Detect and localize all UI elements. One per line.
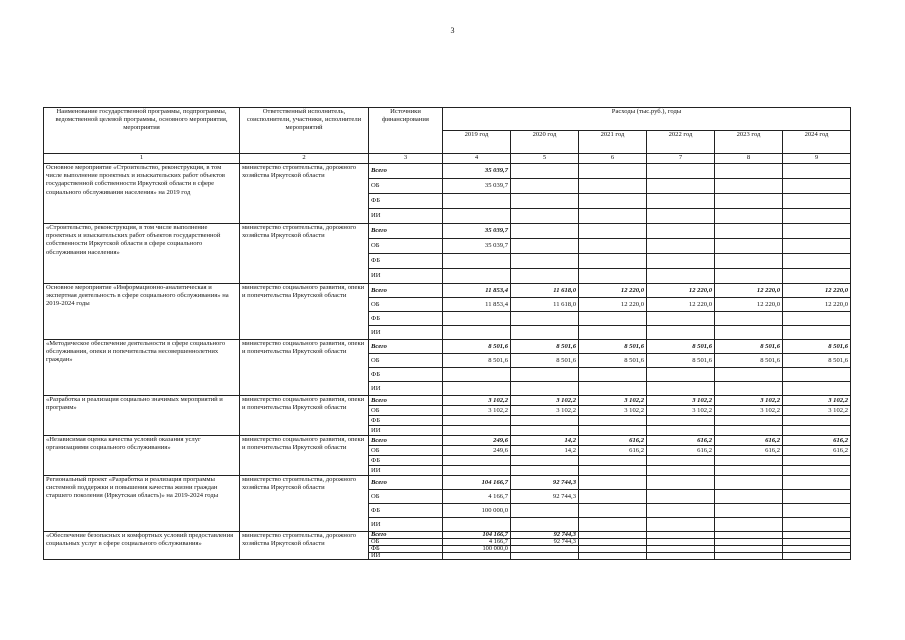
expense-value [647, 224, 715, 239]
expense-value: 92 744,3 [511, 532, 579, 539]
expense-value: 92 744,3 [511, 539, 579, 546]
expense-value: 11 853,4 [443, 284, 511, 298]
expense-value: 100 000,0 [443, 504, 511, 518]
table-row [44, 224, 851, 239]
expense-value: 8 501,6 [783, 340, 851, 354]
expense-value [579, 269, 647, 284]
activity-name: «Независимая оценка качества условий оказания услуг организациями социального обслуживания» [44, 436, 240, 476]
header-year: 2019 год [443, 131, 511, 154]
expense-value: 249,6 [443, 446, 511, 456]
expense-value [715, 518, 783, 532]
expense-value [715, 504, 783, 518]
expense-value [783, 164, 851, 179]
funding-source: ОБ [369, 406, 443, 416]
column-number: 7 [647, 154, 715, 164]
funding-source: Всего [369, 164, 443, 179]
table-row [44, 476, 851, 490]
expense-value: 3 102,2 [647, 396, 715, 406]
funding-source: Всего [369, 340, 443, 354]
expense-value [715, 312, 783, 326]
expense-value [579, 466, 647, 476]
expense-value [647, 466, 715, 476]
expense-value [511, 553, 579, 560]
expense-value [511, 239, 579, 254]
expense-value: 12 220,0 [647, 298, 715, 312]
funding-source: Всего [369, 284, 443, 298]
expense-value: 11 618,0 [511, 298, 579, 312]
expense-value [579, 518, 647, 532]
expense-value [715, 532, 783, 539]
column-number: 5 [511, 154, 579, 164]
expense-value [579, 326, 647, 340]
expense-value [511, 164, 579, 179]
expense-value [715, 382, 783, 396]
expense-value [647, 426, 715, 436]
expense-value [579, 539, 647, 546]
expense-value: 8 501,6 [715, 340, 783, 354]
expense-value: 11 853,4 [443, 298, 511, 312]
expense-value [783, 254, 851, 269]
expense-value: 11 618,0 [511, 284, 579, 298]
expense-value: 8 501,6 [511, 354, 579, 368]
funding-source: ФБ [369, 416, 443, 426]
expense-value [443, 466, 511, 476]
table-row [44, 532, 851, 539]
expense-value: 3 102,2 [647, 406, 715, 416]
expense-value [511, 312, 579, 326]
expense-value [715, 539, 783, 546]
expense-value [715, 426, 783, 436]
header-year: 2021 год [579, 131, 647, 154]
expense-value [647, 546, 715, 553]
expense-value: 3 102,2 [443, 396, 511, 406]
expense-value: 35 039,7 [443, 164, 511, 179]
expense-value [715, 194, 783, 209]
expense-value: 8 501,6 [783, 354, 851, 368]
expense-value [579, 532, 647, 539]
expense-value [647, 254, 715, 269]
expense-value [715, 326, 783, 340]
expense-value [783, 518, 851, 532]
expense-value: 4 166,7 [443, 539, 511, 546]
expenses-table [43, 107, 851, 560]
expense-value: 616,2 [579, 446, 647, 456]
expense-value: 104 166,7 [443, 476, 511, 490]
expense-value [715, 254, 783, 269]
expense-value [443, 368, 511, 382]
expense-value [647, 179, 715, 194]
expense-value [783, 179, 851, 194]
expense-value [647, 416, 715, 426]
funding-source: Всего [369, 476, 443, 490]
expense-value [511, 209, 579, 224]
responsible-executor: министерство строительства, дорожного хозяйства Иркутской области [240, 164, 369, 224]
funding-source: ОБ [369, 239, 443, 254]
expense-value: 3 102,2 [511, 406, 579, 416]
expense-value [579, 368, 647, 382]
expense-value [715, 456, 783, 466]
expense-value [511, 426, 579, 436]
expense-value: 8 501,6 [647, 340, 715, 354]
header-expenses: Расходы (тыс.руб.), годы [443, 108, 851, 131]
expense-value [579, 426, 647, 436]
expense-value [715, 466, 783, 476]
expense-value: 616,2 [715, 436, 783, 446]
funding-source: ИИ [369, 209, 443, 224]
expense-value [511, 269, 579, 284]
funding-source: ИИ [369, 426, 443, 436]
expense-value [579, 382, 647, 396]
expense-value [647, 382, 715, 396]
expense-value [783, 209, 851, 224]
expense-value [511, 416, 579, 426]
expense-value [443, 456, 511, 466]
expense-value [443, 382, 511, 396]
expense-value [443, 209, 511, 224]
responsible-executor: министерство социального развития, опеки и попечительства Иркутской области [240, 436, 369, 476]
expense-value [579, 254, 647, 269]
expense-value [783, 269, 851, 284]
expense-value [647, 239, 715, 254]
expense-value [443, 194, 511, 209]
expense-value: 12 220,0 [783, 298, 851, 312]
funding-source: ИИ [369, 382, 443, 396]
funding-source: ФБ [369, 368, 443, 382]
expense-value: 35 039,7 [443, 239, 511, 254]
expense-value: 3 102,2 [443, 406, 511, 416]
expense-value: 3 102,2 [579, 406, 647, 416]
page-number: 3 [450, 26, 455, 35]
funding-source: ФБ [369, 504, 443, 518]
expense-value [579, 504, 647, 518]
activity-name: Региональный проект «Разработка и реализация программы системной поддержки и повышения качества жизни граждан старшего поколения (Иркутская область)» на 2019-2024 годы [44, 476, 240, 532]
expense-value: 3 102,2 [783, 406, 851, 416]
expense-value [783, 426, 851, 436]
expense-value: 616,2 [783, 436, 851, 446]
funding-source: ФБ [369, 194, 443, 209]
expense-value: 12 220,0 [783, 284, 851, 298]
table-body [44, 164, 851, 560]
activity-name: «Разработка и реализация социально значимых мероприятий и программ» [44, 396, 240, 436]
expense-value: 8 501,6 [443, 340, 511, 354]
expense-value [579, 476, 647, 490]
expense-value [715, 239, 783, 254]
expense-value [443, 553, 511, 560]
column-numbers-row [44, 154, 851, 164]
expense-value: 8 501,6 [511, 340, 579, 354]
expense-value: 104 166,7 [443, 532, 511, 539]
expense-value: 14,2 [511, 436, 579, 446]
expense-value [647, 490, 715, 504]
expense-value: 12 220,0 [579, 298, 647, 312]
column-number: 2 [240, 154, 369, 164]
expense-value: 8 501,6 [647, 354, 715, 368]
expense-value [783, 194, 851, 209]
header-row-1 [44, 108, 851, 131]
expense-value [783, 312, 851, 326]
expense-value [783, 490, 851, 504]
expense-value: 616,2 [647, 436, 715, 446]
table-row [44, 340, 851, 354]
expense-value: 616,2 [647, 446, 715, 456]
funding-source: ИИ [369, 553, 443, 560]
expense-value [647, 518, 715, 532]
expense-value [647, 194, 715, 209]
expense-value: 12 220,0 [715, 298, 783, 312]
expense-value: 35 039,7 [443, 224, 511, 239]
expense-value [783, 416, 851, 426]
expense-value: 616,2 [783, 446, 851, 456]
column-number: 3 [369, 154, 443, 164]
expense-value [783, 476, 851, 490]
expense-value [783, 368, 851, 382]
funding-source: Всего [369, 224, 443, 239]
funding-source: ИИ [369, 326, 443, 340]
expense-value [647, 269, 715, 284]
expense-value [647, 368, 715, 382]
header-resp-col: Ответственный исполнитель, соисполнители, участники, исполнители мероприятий [240, 108, 369, 154]
table-row [44, 436, 851, 446]
header-source-col: Источники финансирования [369, 108, 443, 154]
expense-value [715, 368, 783, 382]
expense-value [715, 209, 783, 224]
expense-value: 92 744,3 [511, 490, 579, 504]
funding-source: ИИ [369, 269, 443, 284]
expense-value [443, 312, 511, 326]
expense-value [511, 382, 579, 396]
expense-value [511, 518, 579, 532]
funding-source: ОБ [369, 179, 443, 194]
expense-value [783, 539, 851, 546]
expense-value: 3 102,2 [715, 396, 783, 406]
expense-value [715, 224, 783, 239]
table-row [44, 284, 851, 298]
expense-value [579, 490, 647, 504]
header-year: 2022 год [647, 131, 715, 154]
expense-value: 100 000,0 [443, 546, 511, 553]
expense-value [443, 426, 511, 436]
expense-value [579, 456, 647, 466]
funding-source: ФБ [369, 254, 443, 269]
column-number: 6 [579, 154, 647, 164]
header-name-col: Наименование государственной программы, подпрограммы, ведомственной целевой программы, основного мероприятия, мероприятия [44, 108, 240, 154]
funding-source: Всего [369, 436, 443, 446]
activity-name: «Строительство, реконструкция, в том числе выполнение проектных и изыскательских работ объектов государственной собственности Иркутской области в сфере социального обслуживания населения» [44, 224, 240, 284]
expense-value [443, 326, 511, 340]
expense-value [579, 312, 647, 326]
expense-value [715, 553, 783, 560]
column-number: 8 [715, 154, 783, 164]
funding-source: Всего [369, 396, 443, 406]
expense-value: 92 744,3 [511, 476, 579, 490]
column-number: 9 [783, 154, 851, 164]
funding-source: ИИ [369, 466, 443, 476]
responsible-executor: министерство строительства, дорожного хозяйства Иркутской области [240, 532, 369, 560]
expense-value [647, 553, 715, 560]
column-number: 1 [44, 154, 240, 164]
expense-value: 8 501,6 [579, 354, 647, 368]
expense-value: 35 039,7 [443, 179, 511, 194]
expense-value: 8 501,6 [443, 354, 511, 368]
funding-source: ФБ [369, 546, 443, 553]
expense-value [579, 179, 647, 194]
expense-value [715, 490, 783, 504]
expense-value: 249,6 [443, 436, 511, 446]
funding-source: ИИ [369, 518, 443, 532]
expense-value: 12 220,0 [715, 284, 783, 298]
activity-name: Основное мероприятие «Строительство, реконструкция, в том числе выполнение проектных и изыскательских работ объектов государственной собственности Иркутской области в сфере социального обслуживания населения» на 2019 год [44, 164, 240, 224]
expense-value [443, 254, 511, 269]
expense-value: 8 501,6 [579, 340, 647, 354]
responsible-executor: министерство социального развития, опеки и попечительства Иркутской области [240, 284, 369, 340]
responsible-executor: министерство социального развития, опеки и попечительства Иркутской области [240, 340, 369, 396]
column-number: 4 [443, 154, 511, 164]
expense-value [579, 224, 647, 239]
table-row [44, 164, 851, 179]
activity-name: «Методическое обеспечение деятельности в сфере социального обслуживания, опеки и попечительства несовершеннолетних граждан» [44, 340, 240, 396]
expense-value [511, 194, 579, 209]
expense-value [715, 416, 783, 426]
responsible-executor: министерство строительства, дорожного хозяйства Иркутской области [240, 224, 369, 284]
expense-value [647, 164, 715, 179]
expense-value [511, 326, 579, 340]
expense-value [647, 476, 715, 490]
expense-value [511, 368, 579, 382]
funding-source: Всего [369, 532, 443, 539]
funding-source: ОБ [369, 354, 443, 368]
expense-value: 8 501,6 [715, 354, 783, 368]
expense-value: 3 102,2 [783, 396, 851, 406]
expense-value [443, 518, 511, 532]
expense-value [511, 466, 579, 476]
expense-value [579, 546, 647, 553]
expense-value: 12 220,0 [647, 284, 715, 298]
funding-source: ОБ [369, 539, 443, 546]
expense-value [579, 239, 647, 254]
expense-value [783, 326, 851, 340]
expense-value: 12 220,0 [579, 284, 647, 298]
expense-value [715, 269, 783, 284]
expense-value [579, 209, 647, 224]
expense-value [511, 546, 579, 553]
expense-value [783, 504, 851, 518]
expense-value [715, 546, 783, 553]
expense-value: 3 102,2 [579, 396, 647, 406]
activity-name: Основное мероприятие «Информационно-аналитическая и экспертная деятельность в сфере социального обслуживания» на 2019-2024 годы [44, 284, 240, 340]
expense-value [783, 546, 851, 553]
expense-value [511, 254, 579, 269]
header-year: 2020 год [511, 131, 579, 154]
expense-value: 616,2 [579, 436, 647, 446]
expense-value [647, 456, 715, 466]
expense-value [783, 532, 851, 539]
expense-value [647, 532, 715, 539]
expense-value [715, 476, 783, 490]
expense-value [715, 179, 783, 194]
expense-value [647, 326, 715, 340]
expense-value [443, 269, 511, 284]
expense-value [783, 456, 851, 466]
activity-name: «Обеспечение безопасных и комфортных условий предоставления социальных услуг в сфере социального обслуживания» [44, 532, 240, 560]
expense-value [783, 239, 851, 254]
expense-value: 3 102,2 [511, 396, 579, 406]
expense-value [511, 224, 579, 239]
funding-source: ОБ [369, 490, 443, 504]
expense-value: 616,2 [715, 446, 783, 456]
expense-value [647, 539, 715, 546]
expense-value [783, 466, 851, 476]
expense-value [783, 553, 851, 560]
responsible-executor: министерство строительства, дорожного хозяйства Иркутской области [240, 476, 369, 532]
funding-source: ОБ [369, 446, 443, 456]
expense-value [783, 382, 851, 396]
expense-value [511, 179, 579, 194]
expense-value: 4 166,7 [443, 490, 511, 504]
responsible-executor: министерство социального развития, опеки и попечительства Иркутской области [240, 396, 369, 436]
header-year: 2024 год [783, 131, 851, 154]
table-row [44, 396, 851, 406]
expense-value [647, 504, 715, 518]
funding-source: ФБ [369, 456, 443, 466]
expense-value [715, 164, 783, 179]
expense-value [647, 312, 715, 326]
expense-value [443, 416, 511, 426]
expense-value [579, 553, 647, 560]
funding-source: ФБ [369, 312, 443, 326]
expense-value: 14,2 [511, 446, 579, 456]
funding-source: ОБ [369, 298, 443, 312]
header-year: 2023 год [715, 131, 783, 154]
expense-value [511, 456, 579, 466]
expense-value [647, 209, 715, 224]
expense-value [783, 224, 851, 239]
expense-value [579, 164, 647, 179]
expense-value: 3 102,2 [715, 406, 783, 416]
expense-value [579, 416, 647, 426]
expense-value [511, 504, 579, 518]
expense-value [579, 194, 647, 209]
